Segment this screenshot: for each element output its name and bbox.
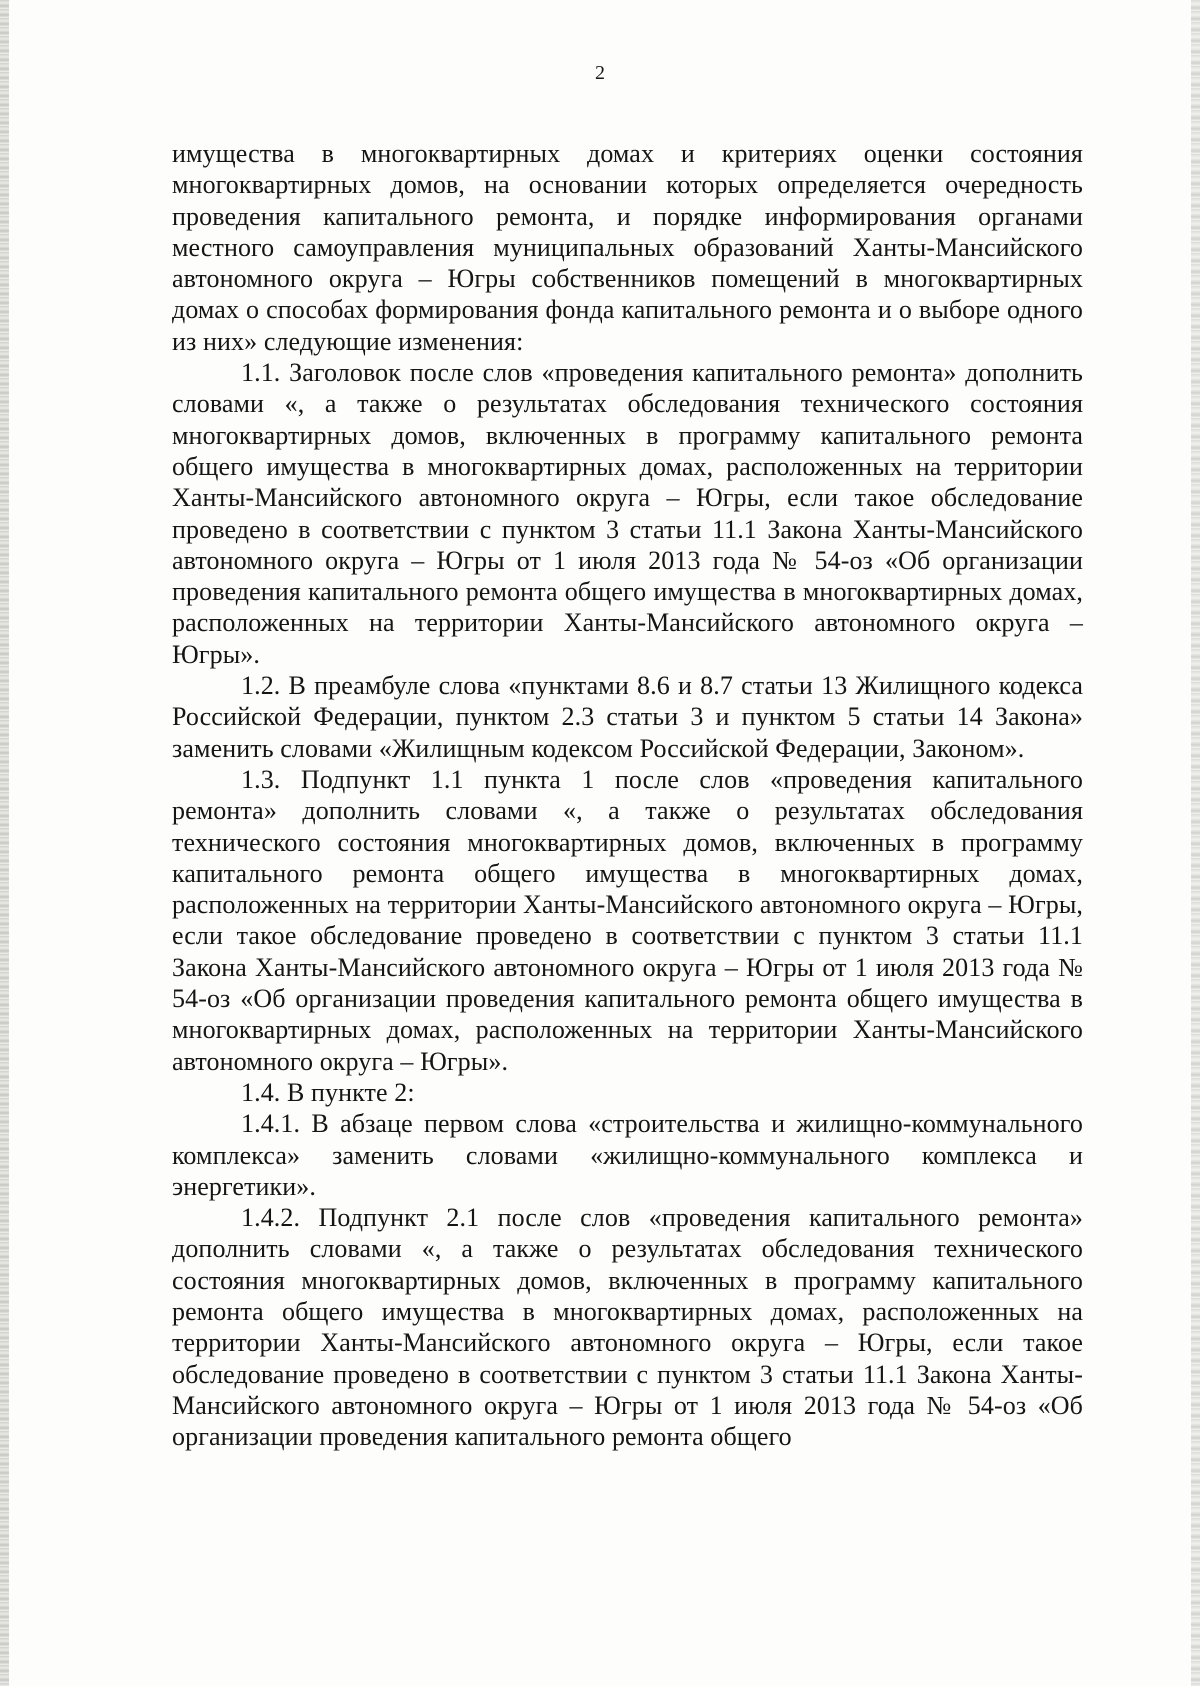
page-number: 2 bbox=[595, 62, 605, 84]
paragraph-1-4-1: 1.4.1. В абзаце первом слова «строительства и жилищно-коммунального комплекса» заменить словами «жилищно-коммунального комплекса и энергетики». bbox=[172, 1109, 1083, 1201]
scan-edge-right bbox=[1191, 0, 1200, 1686]
paragraph-1-4-2: 1.4.2. Подпункт 2.1 после слов «проведения капитального ремонта» дополнить словами «, а также о результатах обследования технического состояния многоквартирных домов, включенных в программу капитального ремонта общего имущества в многоквартирных домах, расположенных на территории Ханты-Мансийского автономного округа – Югры, если такое обследование проведено в соответствии с пунктом 3 статьи 11.1 Закона Ханты-Мансийского автономного округа – Югры от 1 июля 2013 года № 54-оз «Об организации проведения капитального ремонта общего bbox=[172, 1203, 1083, 1452]
paragraph-1-4: 1.4. В пункте 2: bbox=[241, 1077, 415, 1107]
paragraph-1-2: 1.2. В преамбуле слова «пунктами 8.6 и 8.7 статьи 13 Жилищного кодекса Российской Федерации, пунктом 2.3 статьи 3 и пунктом 5 статьи 14 Закона» заменить словами «Жилищным кодексом Российской Федерации, Законом». bbox=[172, 671, 1083, 763]
document-body bbox=[172, 138, 1083, 1452]
scan-edge-left bbox=[0, 0, 9, 1686]
paragraph-1-1: 1.1. Заголовок после слов «проведения капитального ремонта» дополнить словами «, а также о результатах обследования технического состояния многоквартирных домов, включенных в программу капитального ремонта общего имущества в многоквартирных домах, расположенных на территории Ханты-Мансийского автономного округа – Югры, если такое обследование проведено в соответствии с пунктом 3 статьи 11.1 Закона Ханты-Мансийского автономного округа – Югры от 1 июля 2013 года № 54-оз «Об организации проведения капитального ремонта общего имущества в многоквартирных домах, расположенных на территории Ханты-Мансийского автономного округа – Югры». bbox=[172, 358, 1083, 669]
paragraph-1-3: 1.3. Подпункт 1.1 пункта 1 после слов «проведения капитального ремонта» дополнить словами «, а также о результатах обследования технического состояния многоквартирных домов, включенных в программу капитального ремонта общего имущества в многоквартирных домах, расположенных на территории Ханты-Мансийского автономного округа – Югры, если такое обследование проведено в соответствии с пунктом 3 статьи 11.1 Закона Ханты-Мансийского автономного округа – Югры от 1 июля 2013 года № 54-оз «Об организации проведения капитального ремонта общего имущества в многоквартирных домах, расположенных на территории Ханты-Мансийского автономного округа – Югры». bbox=[172, 764, 1083, 1076]
paragraph-continuation: имущества в многоквартирных домах и критериях оценки состояния многоквартирных домов, на основании которых определяется очередность проведения капитального ремонта, и порядке информирования органами местного самоуправления муниципальных образований Ханты-Мансийского автономного округа – Югры собственников помещений в многоквартирных домах о способах формирования фонда капитального ремонта и о выборе одного из них» следующие изменения: bbox=[172, 139, 1083, 356]
